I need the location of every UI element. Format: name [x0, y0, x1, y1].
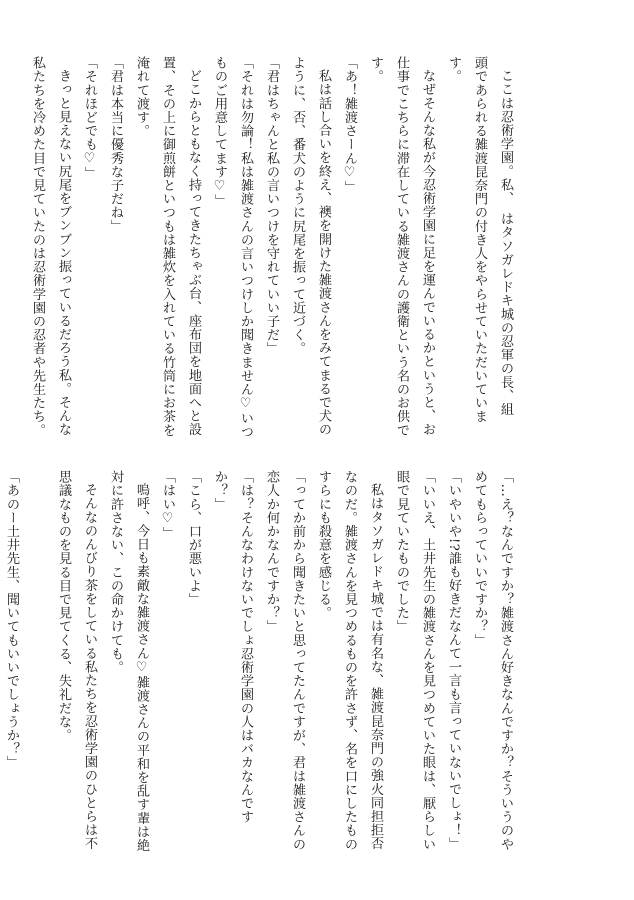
text-column: ここは忍術学園。私、 はタソガレドキ城の忍軍の長、組 [498, 69, 513, 417]
text-column: ものご用意してます♡」 [212, 56, 227, 208]
text-column: どこからともなく持ってきたちゃぶ台、座布団を地面へと設 [186, 69, 201, 437]
text-column: なのだ。雑渡さんを見つめるものを許さず、名を口にしたもの [342, 470, 357, 851]
text-column: 頭であられる雑渡昆奈門の付き人をやらせていただいていま [472, 56, 487, 424]
dialogue-column: 「あのー土井先生、聞いてもいいでしょうか？」 [4, 470, 19, 770]
dialogue-column: 「いやいや!?誰も好きだなんて一言も言っていないでしょ！」 [446, 470, 461, 851]
text-column: なぜそんな私が今忍術学園に足を運んでいるかというと、お [420, 69, 435, 437]
text-column: そんなのんびり茶をしている私たちを忍術学園のひとらは不 [82, 483, 97, 851]
text-column: 仕事でこちらに滞在している雑渡さんの護衛という名のお供で [394, 56, 409, 437]
dialogue-column: 「あ！雑渡さーん♡」 [342, 56, 357, 194]
dialogue-column: 「いいえ、土井先生の雑渡さんを見つめていた眼は、厭らしい [420, 470, 435, 851]
text-column: めてもらっていいですか？」 [472, 470, 487, 647]
text-column: 私はタソガレドキ城では有名な、雑渡昆奈門の強火同担拒否 [368, 483, 383, 851]
text-column: 恋人か何かなんですか？」 [264, 470, 279, 634]
dialogue-column: 「は？そんなわけないでしょ忍術学園の人はバカなんです [238, 470, 253, 824]
text-column: 置、その上に御煎餅といつもは雑炊を入れている竹筒にお茶を [160, 56, 175, 437]
text-column: すらにも殺意を感じる。 [316, 470, 331, 620]
text-column: か？」 [212, 470, 227, 511]
dialogue-column: 「ってか前から聞きたいと思ってたんですが、君は雑渡さんの [290, 470, 305, 851]
dialogue-column: 「それは勿論！私は雑渡さんの言いつけしか聞きません♡いつ [238, 56, 253, 439]
text-column: 思議なものを見る目で見てくる、失礼だな。 [56, 470, 71, 742]
top-text-block [30, 56, 518, 439]
dialogue-column: 「はい♡」 [160, 470, 175, 540]
dialogue-column: 「君はちゃんと私の言いつけを守れていい子だ」 [264, 56, 279, 356]
dialogue-column: 「こら、口が悪いよ」 [186, 470, 201, 606]
text-column: 私たちを冷めた目で見ていたのは忍術学園の忍者や先生たち。 [30, 56, 45, 437]
text-column: 淹れて渡す。 [134, 56, 149, 138]
dialogue-column: 「それほどでも♡」 [82, 56, 97, 181]
text-column: 眼で見ていたものでした」 [394, 470, 409, 634]
dialogue-column: 「…え？なんですか？雑渡さん好きなんですか？そういうのや [498, 470, 513, 851]
text-column: 嗚呼、今日も素敵な雑渡さん♡雑渡さんの平和を乱す輩は絶 [134, 483, 149, 853]
text-column: 私は話し合いを終え、襖を開けた雑渡さんをみてまるで犬の [316, 69, 331, 437]
bottom-text-block [4, 470, 518, 853]
dialogue-column: 「君は本当に優秀な子だね」 [108, 56, 123, 233]
text-column: きっと見えない尻尾をブンブン振っているだろう私。そんな [56, 69, 71, 437]
text-column: 対に許さない、この命かけても。 [108, 470, 123, 674]
text-column: す。 [368, 56, 383, 84]
text-column: す。 [446, 56, 461, 84]
text-column: ように、否、番犬のように尻尾を振って近づく。 [290, 56, 305, 356]
